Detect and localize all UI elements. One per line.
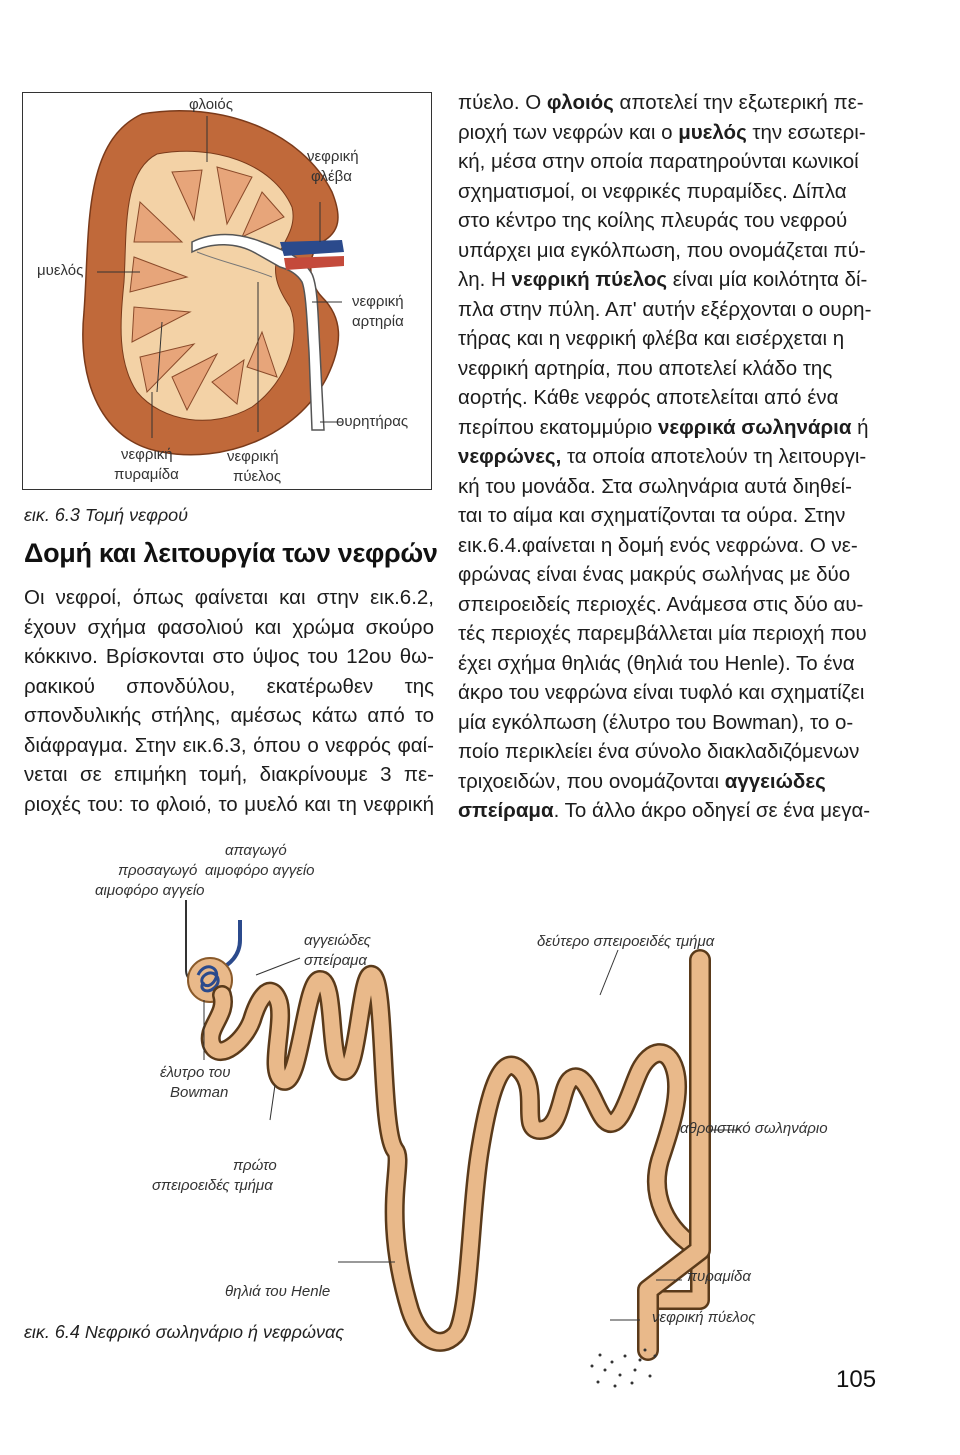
- right-column-text: [458, 88, 872, 826]
- text-run: την εσωτερι-: [746, 120, 866, 144]
- right-line-18: σπειροειδείς περιοχές. Ανάμεσα στις δύο αυ-: [458, 592, 864, 616]
- label-renal-pyramid-1: νεφρική: [121, 446, 173, 463]
- right-line-3: κή, μέσα στην οποία παρατηρούνται κωνικοί: [458, 150, 859, 173]
- text-run: τα οποία αποτελούν τη λειτουργι-: [561, 445, 867, 468]
- label-proximal-1: πρώτο: [233, 1157, 277, 1174]
- right-line-25: [458, 796, 872, 826]
- renal-artery-shape: [284, 256, 344, 270]
- label-medulla: μυελός: [37, 262, 84, 279]
- left-line-4: ρακικού σπονδύλου, εκατέρωθεν της: [24, 674, 434, 698]
- label-bowman-2: Bowman: [170, 1084, 229, 1101]
- right-line-10: νεφρική αρτηρία, που αποτελεί κλάδο της: [458, 356, 833, 380]
- text-run: περίπου εκατομμύριο: [458, 415, 659, 439]
- label-bowman-1: έλυτρο του: [160, 1064, 231, 1081]
- right-line-1: [458, 88, 872, 118]
- left-line-7: νεται σε επιμήκη τομή, διακρίνουμε 3 πε-: [24, 763, 434, 786]
- term-nephrons: νεφρώνες,: [458, 445, 562, 468]
- right-line-16: εικ.6.4.φαίνεται η δομή ενός νεφρώνα. Ο νε-: [458, 533, 858, 557]
- left-line-1: Οι νεφροί, όπως φαίνεται και στην εικ.6.2,: [24, 586, 434, 609]
- label-efferent-2: αιμοφόρο αγγείο: [205, 862, 315, 879]
- right-line-17: φρώνας είναι ένας μακρύς σωλήνας με δύο: [458, 563, 851, 586]
- label-afferent-1: προσαγωγό: [118, 862, 198, 879]
- right-line-2: [458, 118, 872, 148]
- label-renal-pelvis-2: πύελος: [233, 468, 282, 485]
- text-run: αποτελεί την εξωτερική πε-: [613, 91, 864, 114]
- right-line-5: στο κέντρο της κοίλης πλευράς του νεφρού: [458, 209, 848, 232]
- label-collecting-duct: αθροιστικό σωληνάριο: [680, 1120, 828, 1137]
- right-line-6: υπάρχει μια εγκόλπωση, που ονομάζεται πύ-: [458, 238, 866, 262]
- label-cortex: φλοιός: [189, 96, 233, 113]
- text-run: ή: [851, 415, 869, 439]
- figure-6-4-caption: εικ. 6.4 Νεφρικό σωληνάριο ή νεφρώνας: [24, 1322, 344, 1342]
- label-pyramid: πυραμίδα: [687, 1268, 751, 1285]
- right-line-8: πλα στην πύλη. Απ' αυτήν εξέρχονται ο ουρη-: [458, 297, 872, 321]
- right-line-7: [458, 265, 872, 295]
- right-line-9: τήρας και η νεφρική φλέβα και εισέρχεται η: [458, 327, 845, 350]
- left-line-3: κόκκινο. Βρίσκονται στο ύψος του 12ου θω-: [24, 645, 434, 668]
- label-efferent-1: απαγωγό: [225, 842, 287, 859]
- label-afferent-2: αιμοφόρο αγγείο: [95, 882, 205, 899]
- right-line-13: [458, 442, 872, 472]
- label-ureter: ουρητήρας: [336, 413, 409, 430]
- right-line-22: μία εγκόλπωση (έλυτρο του Bowman), το ο-: [458, 710, 854, 734]
- label-distal-convoluted: δεύτερο σπειροειδές τμήμα: [537, 933, 715, 950]
- label-henle-loop: θηλιά του Henle: [225, 1283, 331, 1300]
- label-glomerulus-2: σπείραμα: [304, 952, 367, 969]
- section-title: Δομή και λειτουργία των νεφρών: [24, 538, 438, 568]
- renal-vein-shape: [280, 240, 344, 256]
- right-line-21: άκρο του νεφρώνα είναι τυφλό και σχηματίζει: [458, 681, 865, 704]
- label-renal-artery-2: αρτηρία: [352, 313, 404, 330]
- right-line-11: αορτής. Κάθε νεφρός αποτελείται από ένα: [458, 386, 839, 409]
- label-renal-pyramid-2: πυραμίδα: [114, 466, 179, 483]
- right-line-15: ται το αίμα και σχηματίζονται τα ούρα. Στην: [458, 504, 846, 527]
- term-renal-tubules: νεφρικά σωληνάρια: [658, 415, 852, 439]
- term-cortex: φλοιός: [546, 91, 614, 114]
- label-renal-vein-2: φλέβα: [311, 168, 352, 185]
- text-run: πύελο. Ο: [458, 91, 547, 114]
- term-renal-pelvis: νεφρική πύελος: [511, 268, 668, 291]
- label-proximal-2: σπειροειδές τμήμα: [152, 1177, 273, 1194]
- page-number: 105: [836, 1366, 877, 1393]
- figure-6-3-caption: εικ. 6.3 Τομή νεφρού: [24, 505, 189, 525]
- text-run: ριοχή των νεφρών και ο: [458, 120, 679, 144]
- nephron-diagram: [0, 830, 960, 1390]
- label-renal-pelvis: νεφρική πύελος: [652, 1309, 756, 1326]
- right-line-20: έχει σχήμα θηλιάς (θηλιά του Henle). Το ένα: [458, 651, 855, 675]
- left-line-6: διάφραγμα. Στην εικ.6.3, όπου ο νεφρός φαί-: [24, 733, 434, 757]
- right-line-19: τές περιοχές παρεμβάλλεται μία περιοχή που: [458, 622, 867, 645]
- label-glomerulus-1: αγγειώδες: [304, 932, 371, 949]
- label-renal-pelvis-1: νεφρική: [227, 448, 279, 465]
- label-renal-artery-1: νεφρική: [352, 293, 404, 310]
- term-medulla: μυελός: [678, 120, 747, 144]
- text-run: . Το άλλο άκρο οδηγεί σε ένα μεγα-: [553, 799, 871, 822]
- term-glomerulus-2: σπείραμα: [458, 799, 554, 822]
- term-glomerulus: αγγειώδες: [724, 769, 826, 793]
- left-line-8: ριοχές του: το φλοιό, το μυελό και τη νεφρική: [24, 792, 434, 816]
- right-line-14: κή του μονάδα. Στα σωληνάρια αυτά διηθεί-: [458, 474, 852, 498]
- left-line-5: σπονδυλικής στήλης, αμέσως κάτω από το: [24, 704, 434, 727]
- right-line-12: [458, 413, 872, 443]
- right-line-4: σχηματισμοί, οι νεφρικές πυραμίδες. Δίπλα: [458, 179, 847, 203]
- right-line-23: ποίο περικλείει ένα σύνολο διακλαδιζόμενων: [458, 740, 860, 763]
- text-run: τριχοειδών, που ονομάζονται: [458, 769, 725, 793]
- left-line-2: έχουν σχήμα φασολιού και χρώμα σκούρο: [24, 615, 434, 639]
- right-line-24: [458, 767, 872, 797]
- left-column-text: [24, 583, 434, 819]
- text-run: είναι μία κοιλότητα δί-: [667, 268, 868, 291]
- label-renal-vein-1: νεφρική: [307, 148, 359, 165]
- text-run: λη. Η: [458, 268, 512, 291]
